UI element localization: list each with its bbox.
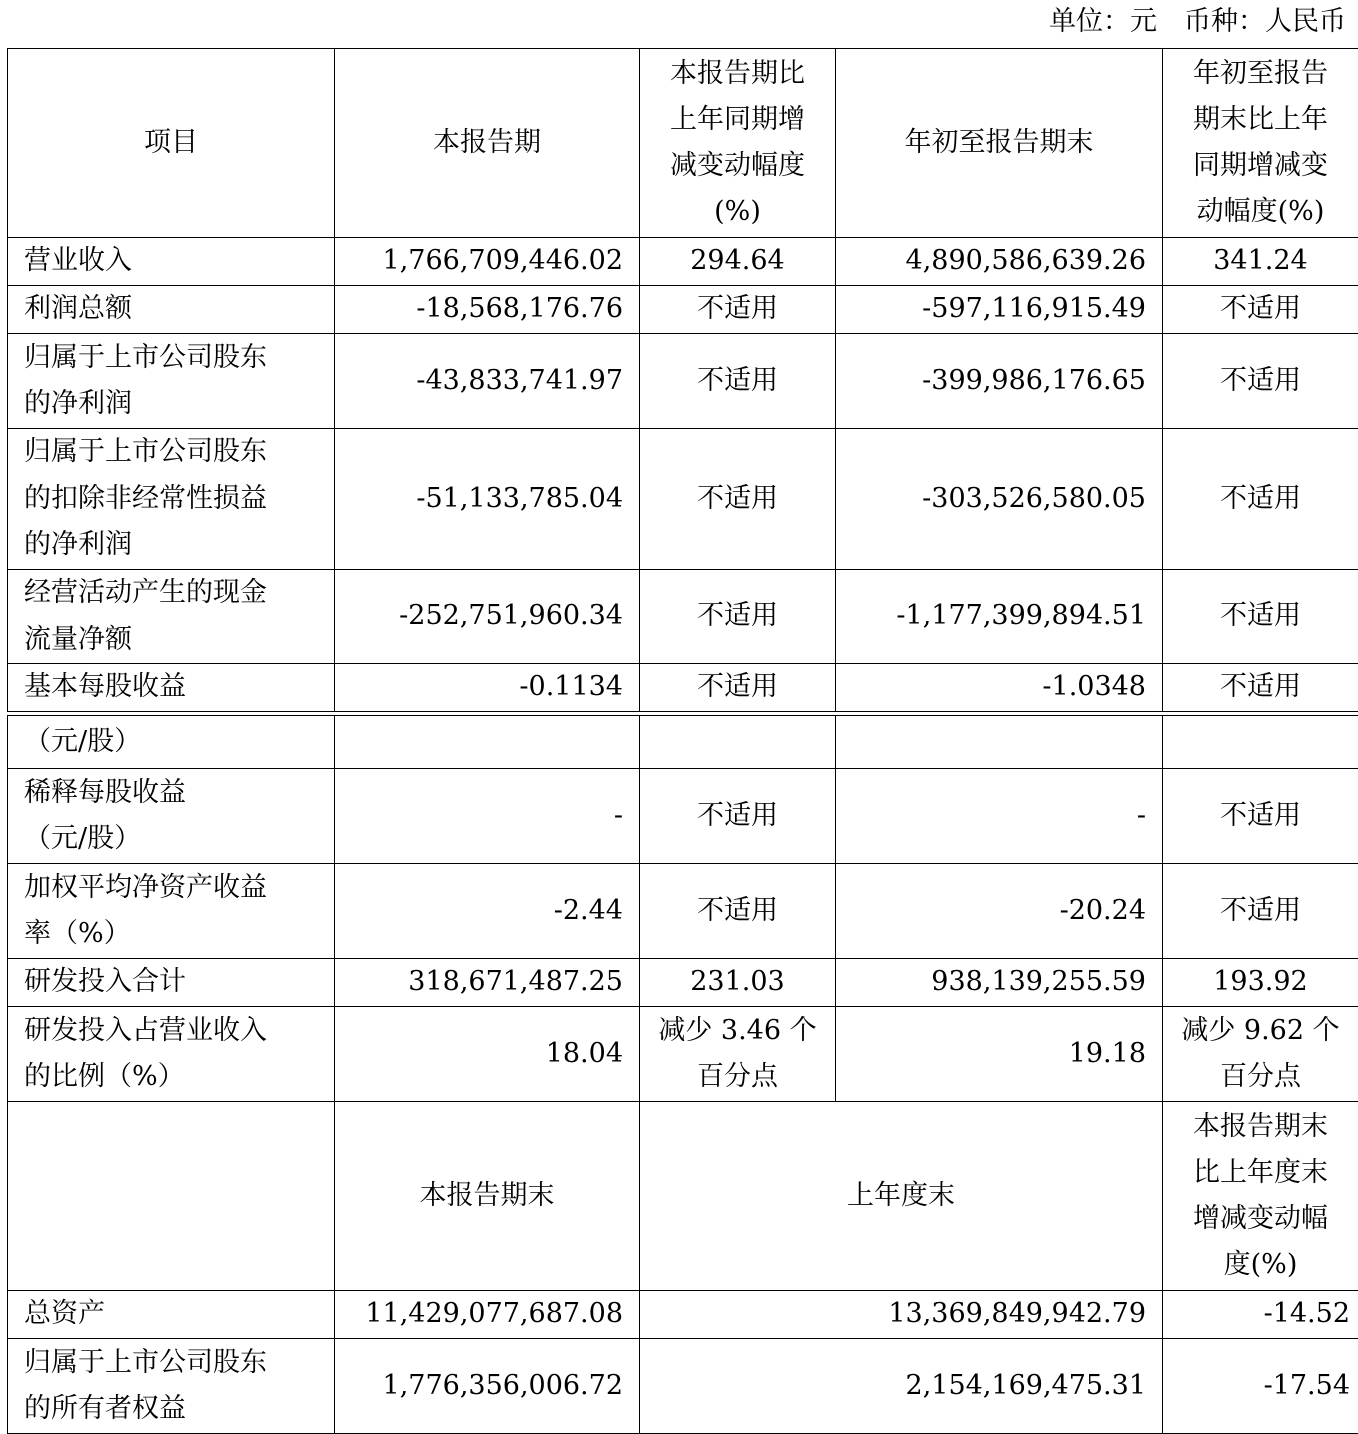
header-line: 期末比上年 [1193, 104, 1328, 135]
row-label-line: 率（%） [24, 918, 131, 949]
header-line: 动幅度(%) [1196, 196, 1325, 227]
cell-current-change: 不适用 [640, 286, 836, 334]
cell-ytd: 938,139,255.59 [836, 959, 1163, 1007]
header-line: 减变动幅度 [670, 150, 805, 181]
cell-current-change: 不适用 [640, 570, 836, 664]
row-label-line: 的比例（%） [24, 1061, 185, 1092]
cell-ytd-change: 不适用 [1163, 429, 1358, 570]
cell-current: 18.04 [335, 1007, 640, 1102]
table-row [8, 664, 1358, 712]
cell-current: -51,133,785.04 [335, 429, 640, 570]
table-row [8, 716, 1358, 769]
row-label [8, 570, 335, 664]
row-label-line: 流量净额 [24, 623, 132, 655]
cell-current: - [335, 769, 640, 864]
row-label-line: 稀释每股收益 [24, 776, 186, 808]
cell-current-change: 不适用 [640, 429, 836, 570]
cell-current: 318,671,487.25 [335, 959, 640, 1007]
cell-ytd-change [1163, 1007, 1358, 1102]
row-label-line: 加权平均净资产收益 [24, 871, 267, 903]
cell-ytd-change: 不适用 [1163, 286, 1358, 334]
header-line: 度(%) [1223, 1249, 1298, 1280]
cell-period-end: 11,429,077,687.08 [335, 1291, 640, 1339]
row-label-line: 经营活动产生的现金 [24, 577, 267, 608]
row-label: 利润总额 [8, 286, 335, 334]
cell-ytd-change: 不适用 [1163, 334, 1358, 429]
cell-ytd-change: 不适用 [1163, 664, 1358, 712]
cell-ytd: -303,526,580.05 [836, 429, 1163, 570]
header-period-change [1163, 1102, 1358, 1291]
cell-line: 百分点 [1220, 1061, 1301, 1092]
header-current-period: 本报告期 [335, 49, 640, 238]
header-line: 同期增减变 [1193, 150, 1328, 181]
header-item: 项目 [8, 49, 335, 238]
header-line: 上年同期增 [670, 104, 805, 135]
cell-current: 1,766,709,446.02 [335, 238, 640, 286]
row-label-line: 的净利润 [24, 529, 132, 561]
cell-ytd: -1,177,399,894.51 [836, 570, 1163, 664]
cell-line: 减少 3.46 个 [658, 1014, 817, 1046]
row-label-line: 的所有者权益 [24, 1393, 186, 1424]
row-label [8, 1339, 335, 1434]
cell-current-change: 不适用 [640, 864, 836, 959]
row-label [8, 769, 335, 864]
header-last-year-end: 上年度末 [640, 1102, 1163, 1291]
row-label [8, 429, 335, 570]
row-label [8, 334, 335, 429]
header-current-change [640, 49, 836, 238]
cell-current-change: 294.64 [640, 238, 836, 286]
cell-current: -43,833,741.97 [335, 334, 640, 429]
cell-current-change: 231.03 [640, 959, 836, 1007]
row-label-line: 归属于上市公司股东 [24, 1346, 267, 1378]
cell-ytd: - [836, 769, 1163, 864]
cell-current: -2.44 [335, 864, 640, 959]
table-row [8, 864, 1358, 959]
cell-current: -252,751,960.34 [335, 570, 640, 664]
row-label: 总资产 [8, 1291, 335, 1339]
table-row [8, 769, 1358, 864]
row-label [8, 864, 335, 959]
row-label-line: 归属于上市公司股东 [24, 341, 267, 373]
cell-ytd [836, 716, 1163, 769]
header-line: 本报告期末 [1193, 1111, 1328, 1142]
cell-last-year-end: 2,154,169,475.31 [640, 1339, 1163, 1434]
cell-current: -18,568,176.76 [335, 286, 640, 334]
cell-ytd-change: 341.24 [1163, 238, 1358, 286]
header-ytd-change [1163, 49, 1358, 238]
cell-period-end: 1,776,356,006.72 [335, 1339, 640, 1434]
financial-table-bottom [7, 715, 1358, 1434]
cell-ytd-change: 不适用 [1163, 769, 1358, 864]
cell-ytd-change: 不适用 [1163, 570, 1358, 664]
row-label [8, 1007, 335, 1102]
cell-change: -14.52 [1163, 1291, 1358, 1339]
header-line: 比上年度末 [1193, 1157, 1328, 1188]
table-row [8, 1007, 1358, 1102]
cell-ytd: -1.0348 [836, 664, 1163, 712]
row-label: 研发投入合计 [8, 959, 335, 1007]
cell-current [335, 716, 640, 769]
table-row [8, 1339, 1358, 1434]
row-label: （元/股） [8, 716, 335, 769]
header-item [8, 1102, 335, 1291]
cell-ytd: -399,986,176.65 [836, 334, 1163, 429]
row-label-line: 归属于上市公司股东 [24, 436, 267, 468]
cell-ytd-change: 193.92 [1163, 959, 1358, 1007]
row-label-line: 的扣除非经常性损益 [24, 482, 267, 514]
table-row [8, 429, 1358, 570]
row-label-line: 的净利润 [24, 388, 132, 419]
cell-current: -0.1134 [335, 664, 640, 712]
cell-line: 百分点 [697, 1061, 778, 1092]
table-header-row [8, 49, 1358, 238]
table-row [8, 286, 1358, 334]
cell-line: 减少 9.62 个 [1181, 1014, 1340, 1046]
cell-last-year-end: 13,369,849,942.79 [640, 1291, 1163, 1339]
cell-current-change: 不适用 [640, 664, 836, 712]
row-label-line: （元/股） [24, 823, 142, 854]
unit-currency-note: 单位：元 币种：人民币 [1049, 6, 1346, 37]
header-line: 增减变动幅 [1193, 1203, 1328, 1234]
cell-current-change: 不适用 [640, 334, 836, 429]
table-row [8, 570, 1358, 664]
row-label-line: 研发投入占营业收入 [24, 1014, 267, 1046]
cell-ytd: 4,890,586,639.26 [836, 238, 1163, 286]
header-line: (%) [714, 196, 761, 227]
cell-ytd-change: 不适用 [1163, 864, 1358, 959]
cell-ytd-change [1163, 716, 1358, 769]
cell-current-change [640, 716, 836, 769]
cell-ytd: 19.18 [836, 1007, 1163, 1102]
cell-ytd: -597,116,915.49 [836, 286, 1163, 334]
cell-current-change: 不适用 [640, 769, 836, 864]
table-row [8, 959, 1358, 1007]
row-label: 基本每股收益 [8, 664, 335, 712]
cell-ytd: -20.24 [836, 864, 1163, 959]
cell-current-change [640, 1007, 836, 1102]
row-label: 营业收入 [8, 238, 335, 286]
header-period-end: 本报告期末 [335, 1102, 640, 1291]
table-row [8, 1291, 1358, 1339]
header-line: 年初至报告 [1193, 58, 1328, 89]
table-header-row [8, 1102, 1358, 1291]
header-line: 本报告期比 [670, 58, 805, 89]
table-row [8, 334, 1358, 429]
cell-change: -17.54 [1163, 1339, 1358, 1434]
table-row [8, 238, 1358, 286]
header-ytd: 年初至报告期末 [836, 49, 1163, 238]
financial-table-top [7, 48, 1358, 712]
